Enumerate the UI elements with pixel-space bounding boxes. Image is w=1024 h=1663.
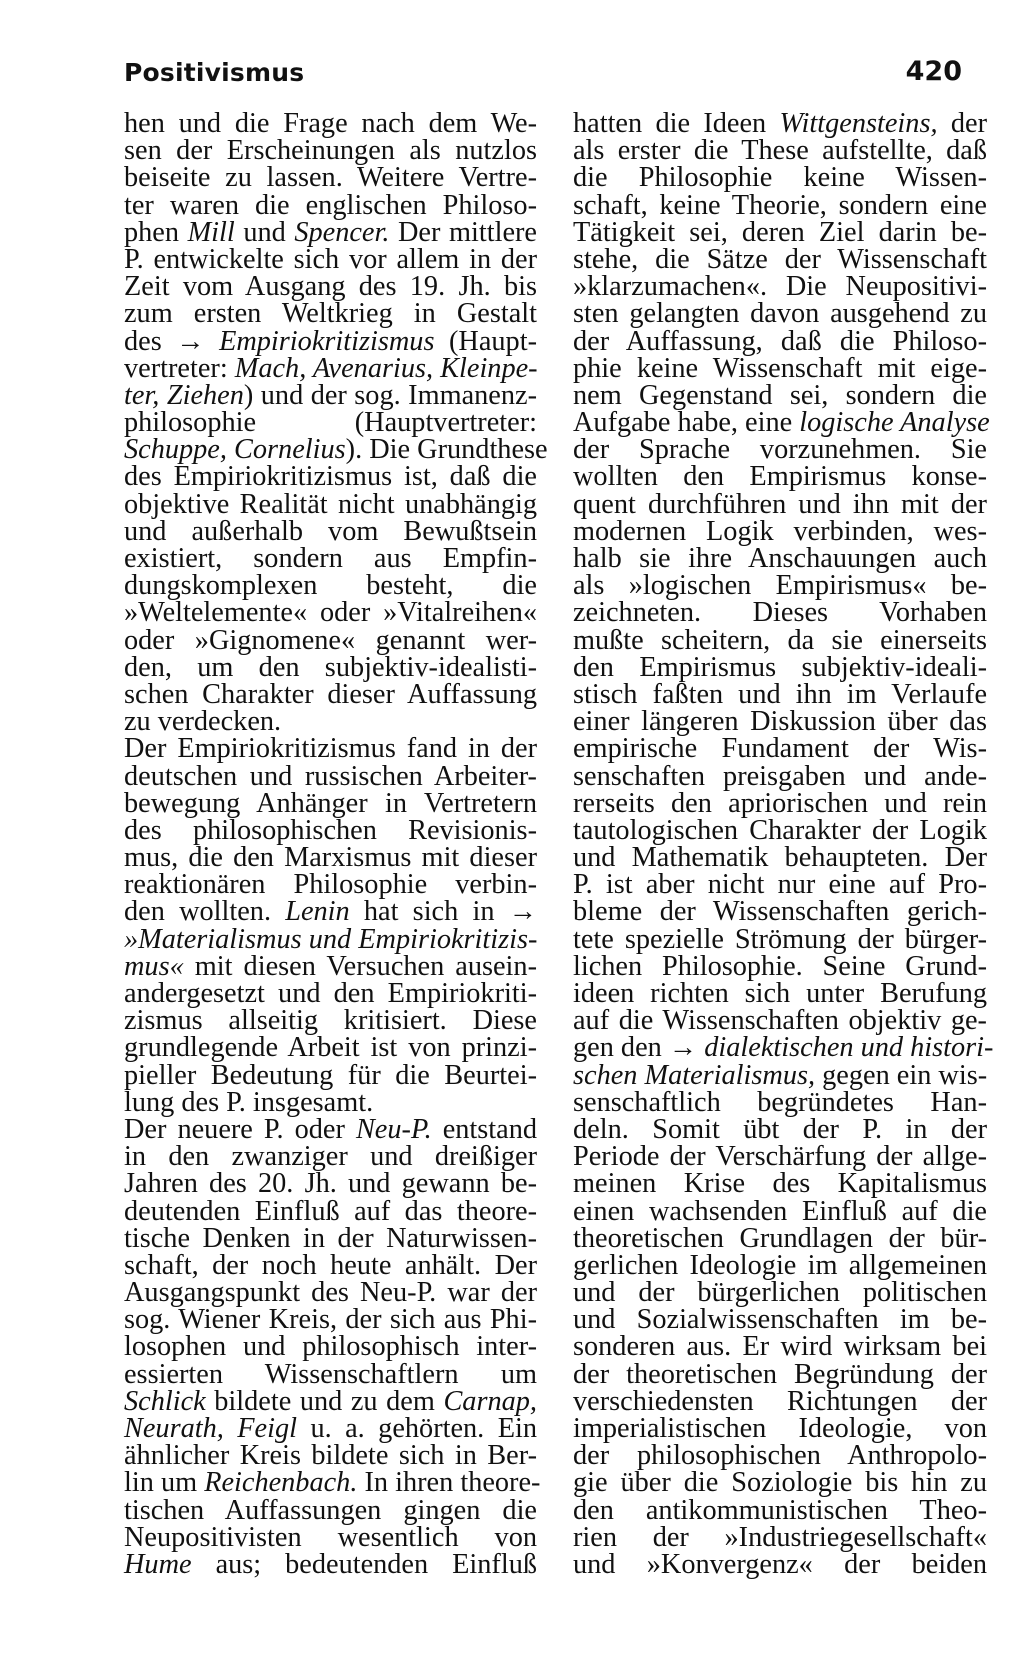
text-run: hat sich in → xyxy=(349,896,537,928)
text-run: schaft, keine Theorie, sondern eine xyxy=(573,189,987,221)
text-line xyxy=(124,216,537,248)
text-line xyxy=(124,923,538,955)
text-line xyxy=(573,325,987,357)
italic-reference: ter, Ziehen xyxy=(124,379,244,411)
text-run: den, um den subjektiv-idealisti- xyxy=(124,651,537,683)
text-line xyxy=(124,1005,537,1037)
text-line xyxy=(124,1141,537,1173)
text-line xyxy=(573,110,987,137)
text-run: In ihren theore- xyxy=(357,1467,541,1499)
italic-reference: Carnap, xyxy=(443,1385,537,1417)
italic-reference: Reichenbach. xyxy=(204,1467,358,1499)
text-line xyxy=(124,1494,537,1526)
text-run: essierten Wissenschaftlern um xyxy=(124,1358,537,1390)
text-run: »klarzumachen«. Die Neupositivi- xyxy=(573,271,987,303)
text-line xyxy=(124,950,537,982)
text-line xyxy=(124,1467,541,1499)
text-run: und »Konvergenz« der beiden xyxy=(573,1548,987,1580)
text-run: ) und der sog. Immanenz- xyxy=(243,379,537,411)
text-run: ter waren die englischen Philoso- xyxy=(124,189,537,221)
text-run: den antikommunistischen Theo- xyxy=(573,1494,987,1526)
text-line xyxy=(124,787,537,819)
italic-reference: Lenin xyxy=(285,896,350,928)
text-line xyxy=(124,298,537,330)
text-line xyxy=(573,869,987,901)
text-run: gerlichen Ideologie im allgemeinen xyxy=(573,1249,987,1281)
text-run: bildete und zu dem xyxy=(205,1385,444,1417)
text-run: sten gelangten davon ausgehend zu xyxy=(573,298,987,330)
text-line xyxy=(124,1304,537,1336)
text-line xyxy=(124,1059,537,1091)
text-line xyxy=(573,271,987,303)
text-run: deutenden Einfluß auf das theore- xyxy=(124,1195,537,1227)
text-line xyxy=(124,570,537,602)
text-column-left xyxy=(124,108,548,1580)
text-run: andergesetzt und den Empiriokriti- xyxy=(124,978,537,1009)
text-run: senschaftlich begründetes Han- xyxy=(573,1086,987,1118)
text-line xyxy=(124,1249,537,1281)
text-run: einen wachsenden Einfluß auf die xyxy=(573,1195,987,1227)
text-run: Der neuere P. oder xyxy=(124,1113,356,1145)
text-line xyxy=(573,1494,987,1526)
text-line xyxy=(124,434,548,466)
text-run: losophen und philosophisch inter- xyxy=(124,1331,537,1363)
text-run: entstand xyxy=(431,1113,537,1145)
text-line xyxy=(124,1168,537,1200)
text-line xyxy=(573,950,987,982)
text-line xyxy=(124,760,537,792)
text-line xyxy=(124,135,537,167)
text-line xyxy=(573,706,987,738)
text-run: existiert, sondern aus Empfin- xyxy=(124,543,537,574)
text-line xyxy=(573,352,987,384)
italic-reference: »Materialismus und Empiriokritizis- xyxy=(124,923,538,955)
text-line xyxy=(124,1440,537,1472)
text-run: senschaften preisgaben und ande- xyxy=(573,760,987,792)
text-line xyxy=(573,896,987,928)
text-line xyxy=(124,488,537,520)
text-run: verschiedensten Richtungen der xyxy=(573,1385,987,1417)
text-line xyxy=(573,1005,987,1037)
text-line xyxy=(573,678,987,710)
italic-reference: schen Materialismus, xyxy=(573,1059,816,1091)
text-run: Der mittlere xyxy=(389,216,537,248)
text-run: zeichneten. Dieses Vorhaben xyxy=(573,597,987,629)
text-run: zismus allseitig kritisiert. Diese xyxy=(124,1005,537,1037)
text-line xyxy=(124,1222,537,1254)
text-line xyxy=(573,1467,987,1499)
running-head-title: Positivismus xyxy=(124,58,305,87)
text-run: zu verdecken. xyxy=(124,706,282,738)
text-column-right xyxy=(573,108,994,1580)
text-run: »Weltelemente« oder »Vitalreihen« xyxy=(124,597,537,629)
text-run: tautologischen Charakter der Logik xyxy=(573,814,987,846)
text-run: Periode der Verschärfung der allge- xyxy=(573,1141,987,1173)
text-line xyxy=(124,325,537,357)
text-line xyxy=(124,189,537,221)
text-line xyxy=(573,1548,987,1580)
text-line xyxy=(124,545,537,572)
text-run: tischen Auffassungen gingen die xyxy=(124,1494,537,1526)
text-run: theoretischen Grundlagen der bür- xyxy=(573,1222,987,1254)
text-run: empirische Fundament der Wis- xyxy=(573,733,987,765)
text-run: ähnlicher Kreis bildete sich in Ber- xyxy=(124,1440,537,1472)
text-line xyxy=(573,980,987,1007)
text-line xyxy=(573,1358,987,1390)
text-run: lung des P. insgesamt. xyxy=(124,1086,374,1118)
text-run: mußte scheitern, da sie einerseits xyxy=(573,624,987,656)
text-line xyxy=(573,1113,987,1145)
italic-reference: Spencer. xyxy=(294,216,390,248)
italic-reference: Mill xyxy=(187,216,235,248)
text-run: deutschen und russischen Arbeiter- xyxy=(124,760,537,792)
text-run: in den zwanziger und dreißiger xyxy=(124,1141,537,1173)
text-line xyxy=(573,515,987,547)
text-run: stehe, die Sätze der Wissenschaft xyxy=(573,243,987,275)
text-line xyxy=(124,162,537,194)
italic-reference: mus« xyxy=(124,950,184,982)
text-run: schen Charakter dieser Auffassung xyxy=(124,678,537,710)
text-run: der Auffassung, daß die Philoso- xyxy=(573,325,987,357)
text-run: hen und die Frage nach dem We- xyxy=(124,108,537,139)
text-run: phen xyxy=(124,216,188,248)
text-run: rerseits den apriorischen und rein xyxy=(573,787,987,819)
text-line xyxy=(573,597,987,629)
text-line xyxy=(573,787,987,819)
text-run: beiseite zu lassen. Weitere Vertre- xyxy=(124,162,537,194)
text-run: phie keine Wissenschaft mit eige- xyxy=(573,352,987,384)
text-line xyxy=(573,1195,987,1227)
text-line xyxy=(573,1415,987,1442)
text-line xyxy=(124,1032,537,1064)
text-line xyxy=(573,545,987,572)
text-run: bewegung Anhänger in Vertretern xyxy=(124,787,537,819)
text-line xyxy=(124,814,537,846)
text-run: dungskomplexen besteht, die xyxy=(124,570,537,602)
text-line xyxy=(124,651,537,683)
text-run: auf die Wissenschaften objektiv ge- xyxy=(573,1005,987,1037)
text-line xyxy=(573,216,987,248)
text-line xyxy=(573,1385,987,1417)
text-line xyxy=(124,515,537,547)
text-run: Zeit vom Ausgang des 19. Jh. bis xyxy=(124,271,537,303)
text-line xyxy=(573,1277,987,1309)
text-run: halb sie ihre Anschauungen auch xyxy=(573,543,987,574)
italic-reference: dialektischen und histori- xyxy=(704,1032,994,1064)
text-run: oder »Gignomene« genannt wer- xyxy=(124,624,537,656)
text-run: der theoretischen Begründung der xyxy=(573,1358,987,1390)
text-line xyxy=(573,298,987,330)
text-line xyxy=(124,271,537,303)
text-run: philosophie (Hauptvertreter: xyxy=(124,407,537,439)
text-line xyxy=(124,1385,537,1417)
italic-reference: Wittgensteins, xyxy=(779,108,938,139)
text-line xyxy=(124,461,537,493)
text-run: mit diesen Versuchen ausein- xyxy=(183,950,537,982)
text-run: als »logischen Empirismus« be- xyxy=(573,570,987,602)
text-line xyxy=(124,678,537,710)
text-run: sonderen aus. Er wird wirksam bei xyxy=(573,1331,987,1363)
text-run: gen den → xyxy=(573,1032,705,1064)
italic-reference: logische Analyse xyxy=(799,407,990,439)
text-run: grundlegende Arbeit ist von prinzi- xyxy=(124,1032,537,1064)
text-run: gegen ein wis- xyxy=(815,1059,988,1091)
text-line xyxy=(573,1222,987,1254)
text-run: gie über die Soziologie bis hin zu xyxy=(573,1467,987,1499)
text-line xyxy=(573,1168,987,1200)
text-line xyxy=(124,869,537,901)
italic-reference: Mach, Avenarius, Kleinpe- xyxy=(234,352,538,384)
text-run: den Empirismus subjektiv-ideali- xyxy=(573,651,987,683)
text-run: den wollten. xyxy=(124,896,286,928)
text-run: sen der Erscheinungen als nutzlos xyxy=(124,135,537,167)
text-line xyxy=(573,1141,987,1173)
text-line xyxy=(124,1521,537,1553)
text-run: hatten die Ideen xyxy=(573,108,780,139)
text-line xyxy=(573,1331,987,1363)
text-run: der Sprache vorzunehmen. Sie xyxy=(573,434,987,466)
text-run: Jahren des 20. Jh. und gewann be- xyxy=(124,1168,537,1200)
text-run: deln. Somit übt der P. in der xyxy=(573,1113,987,1145)
text-line xyxy=(573,1304,987,1336)
text-line xyxy=(124,407,537,439)
text-run: und Mathematik behaupteten. Der xyxy=(573,842,987,874)
text-line xyxy=(573,760,987,792)
text-run: pieller Bedeutung für die Beurtei- xyxy=(124,1059,537,1091)
text-run: und xyxy=(234,216,295,248)
text-line xyxy=(573,1086,987,1118)
text-line xyxy=(124,896,537,928)
text-run: der philosophischen Anthropolo- xyxy=(573,1440,987,1472)
text-line xyxy=(124,1415,537,1442)
text-line xyxy=(573,488,987,520)
text-line xyxy=(573,135,987,167)
text-line xyxy=(124,1331,537,1363)
text-run: und der bürgerlichen politischen xyxy=(573,1277,987,1309)
italic-reference: Hume xyxy=(124,1548,192,1580)
text-run: P. ist aber nicht nur eine auf Pro- xyxy=(573,869,987,901)
text-line xyxy=(573,162,987,194)
text-line xyxy=(573,1249,987,1281)
text-line xyxy=(124,624,537,656)
text-line xyxy=(573,1059,988,1091)
text-run: tische Denken in der Naturwissen- xyxy=(124,1222,537,1254)
page-number: 420 xyxy=(905,56,962,87)
text-line xyxy=(124,352,538,384)
text-line xyxy=(573,243,987,275)
text-line xyxy=(124,1358,537,1390)
text-run: Aufgabe habe, eine xyxy=(573,407,800,439)
text-run: Ausgangspunkt des Neu-P. war der xyxy=(124,1277,537,1309)
text-run: wollten den Empirismus konse- xyxy=(573,461,987,493)
text-run: und Sozialwissenschaften im be- xyxy=(573,1304,987,1336)
text-run: quent durchführen und ihn mit der xyxy=(573,488,987,520)
text-line xyxy=(124,379,537,411)
text-run: Der Empiriokritizismus fand in der xyxy=(124,733,537,765)
italic-reference: Schuppe, Cornelius xyxy=(124,434,346,466)
text-line xyxy=(124,980,537,1007)
text-line xyxy=(124,1277,537,1309)
italic-reference: Neu-P. xyxy=(355,1113,432,1145)
text-line xyxy=(124,1086,537,1118)
text-run: der xyxy=(937,108,987,139)
text-run: Tätigkeit sei, deren Ziel darin be- xyxy=(573,216,987,248)
text-line xyxy=(124,243,537,275)
text-line xyxy=(124,1548,537,1580)
text-run: imperialistischen Ideologie, von xyxy=(573,1413,987,1444)
text-line xyxy=(124,733,537,765)
text-run: des philosophischen Revisionis- xyxy=(124,814,537,846)
text-line xyxy=(573,1521,987,1553)
text-run: bleme der Wissenschaften gerich- xyxy=(573,896,987,928)
text-line xyxy=(124,597,537,629)
text-run: rien der »Industriegesellschaft« xyxy=(573,1521,987,1553)
italic-reference: Empiriokritizismus xyxy=(219,325,435,357)
text-line xyxy=(573,570,987,602)
italic-reference: Schlick xyxy=(124,1385,206,1417)
text-run: objektive Realität nicht unabhängig xyxy=(124,488,537,520)
text-run: ). Die Grundthese xyxy=(345,434,548,466)
text-run: einer längeren Diskussion über das xyxy=(573,706,987,738)
text-run: tete spezielle Strömung der bürger- xyxy=(573,923,987,955)
text-run: nem Gegenstand sei, sondern die xyxy=(573,379,987,411)
text-line xyxy=(573,651,987,683)
text-run: lin um xyxy=(124,1467,205,1499)
text-line xyxy=(573,434,987,466)
text-line xyxy=(573,814,987,846)
text-line xyxy=(573,461,987,493)
text-line xyxy=(124,842,537,874)
text-line xyxy=(124,706,537,738)
text-run: stisch faßten und ihn im Verlaufe xyxy=(573,678,987,710)
italic-reference: Neurath, Feigl xyxy=(124,1413,297,1444)
text-run: u. a. gehörten. Ein xyxy=(297,1413,537,1444)
text-line xyxy=(573,407,990,439)
text-run: (Haupt- xyxy=(434,325,537,357)
text-run: und außerhalb vom Bewußtsein xyxy=(124,515,537,547)
text-line xyxy=(573,189,987,221)
text-run: meinen Krise des Kapitalismus xyxy=(573,1168,987,1200)
text-run: als erster die These aufstellte, daß xyxy=(573,135,987,167)
text-run: vertreter: xyxy=(124,352,235,384)
text-run: schaft, der noch heute anhält. Der xyxy=(124,1249,537,1281)
text-run: modernen Logik verbinden, wes- xyxy=(573,515,987,547)
text-run: des Empiriokritizismus ist, daß die xyxy=(124,461,537,493)
text-line xyxy=(124,1113,537,1145)
text-run: zum ersten Weltkrieg in Gestalt xyxy=(124,298,537,330)
text-run: mus, die den Marxismus mit dieser xyxy=(124,842,537,874)
text-line xyxy=(573,842,987,874)
text-run: lichen Philosophie. Seine Grund- xyxy=(573,950,987,982)
text-line xyxy=(124,1195,537,1227)
text-line xyxy=(573,923,987,955)
text-run: aus; bedeutenden Einfluß xyxy=(191,1548,537,1580)
text-line xyxy=(573,1440,987,1472)
text-run: P. entwickelte sich vor allem in der xyxy=(124,243,537,275)
text-run: ideen richten sich unter Berufung xyxy=(573,978,987,1009)
text-run: des → xyxy=(124,325,220,357)
text-run: sog. Wiener Kreis, der sich aus Phi- xyxy=(124,1304,537,1336)
text-line xyxy=(573,733,987,765)
text-run: die Philosophie keine Wissen- xyxy=(573,162,987,194)
text-run: reaktionären Philosophie verbin- xyxy=(124,869,537,901)
text-line xyxy=(573,1032,994,1064)
text-line xyxy=(573,624,987,656)
text-line xyxy=(573,379,987,411)
text-run: Neupositivisten wesentlich von xyxy=(124,1521,537,1553)
text-line xyxy=(124,110,537,137)
